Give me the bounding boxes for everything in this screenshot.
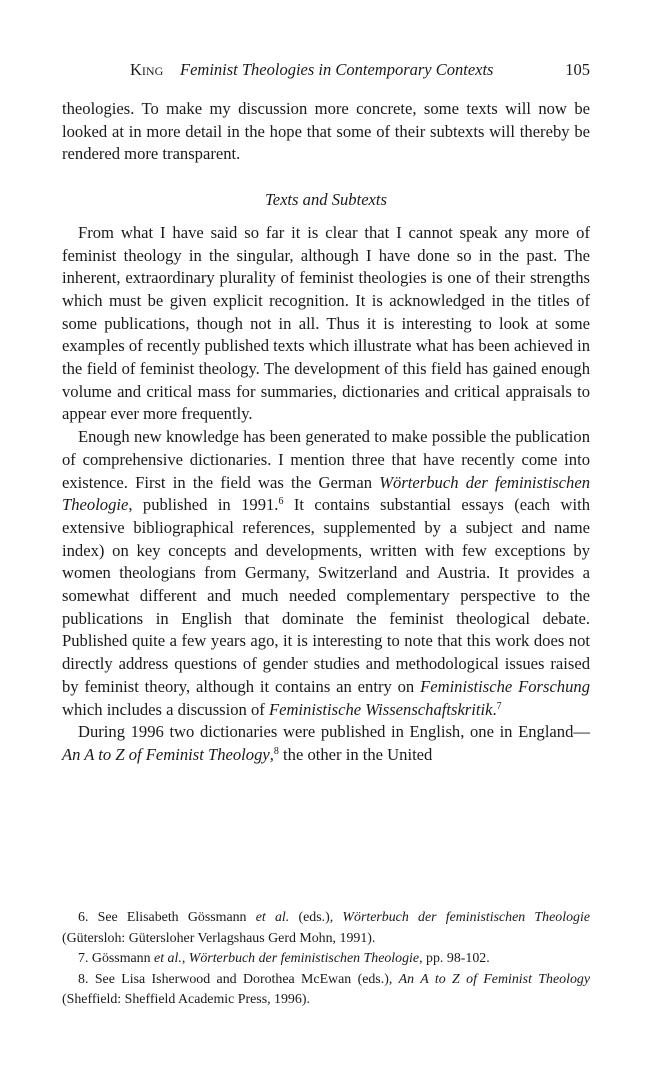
footnote-8-book-title: An A to Z of Feminist Theology bbox=[398, 971, 590, 987]
intro-paragraph: theologies. To make my discussion more concrete, some texts will now be looked at in more detail in the hope that some of their subtexts will thereby be rendered more transparent. bbox=[62, 99, 590, 164]
footnote-7-text-a: Gössmann bbox=[91, 951, 155, 967]
paragraph-2-text-a: Enough new knowledge has been generated to make possible the publication of comprehensive dictionaries. I mention three that have recently come into existence. First in the field was the German bbox=[62, 427, 590, 492]
paragraph-2-text-b: , published in 1991. bbox=[128, 495, 279, 515]
section-heading: Texts and Subtexts bbox=[265, 190, 387, 210]
paragraph-3-text-b: , bbox=[269, 744, 274, 764]
paragraph-3-text-c: the other in the United bbox=[278, 744, 433, 764]
footnote-6-number: 6. bbox=[78, 910, 89, 925]
entry-title-wissenschaftskritik: Feministische Wissenschaftskritik bbox=[268, 699, 493, 719]
footnote-ref-8: 8 bbox=[273, 745, 279, 757]
paragraph-1: From what I have said so far it is clear that I cannot speak any more of feminist theology in the singular, although I have done so in the past. The inherent, extraordinary plurality of feminist theologies is one of their strengths which must be given explicit recognition. It is acknowledged in the titles of some publications, though not in all. Thus it is interesting to look at some examples of recently published texts which illustrate what has been achieved in the field of feminist theology. The development of this field has gained enough volume and critical mass for summaries, dictionaries and critical appraisals to appear ever more frequently. bbox=[62, 222, 590, 424]
footnote-6-text-c: (Gütersloh: Gütersloher Verlagshaus Gerd Mohn, 1991). bbox=[62, 930, 376, 946]
body-text bbox=[62, 98, 590, 767]
footnote-8-text-a: See Lisa Isherwood and Dorothea McEwan (eds.), bbox=[94, 971, 399, 987]
footnote-6-text-a: See Elisabeth Gössmann bbox=[97, 910, 256, 925]
paragraph-2-text-e: . bbox=[492, 699, 497, 719]
footnote-8 bbox=[62, 970, 590, 1011]
footnote-6-text-b: (eds.), bbox=[289, 910, 343, 925]
paragraph-3 bbox=[62, 721, 590, 766]
footnote-ref-7: 7 bbox=[496, 700, 502, 712]
footnote-8-text-c: (Sheffield: Sheffield Academic Press, 1996). bbox=[62, 992, 310, 1008]
page-number: 105 bbox=[565, 60, 590, 79]
footnote-6-book-title: Wörterbuch der feministischen Theologie bbox=[342, 910, 590, 925]
footnote-6-et-al: et al. bbox=[255, 910, 290, 925]
footnote-8-number: 8. bbox=[78, 971, 89, 987]
footnote-7-number: 7. bbox=[78, 951, 89, 967]
running-header bbox=[62, 58, 590, 82]
paragraph-3-text-a: During 1996 two dictionaries were published in English, one in England— bbox=[78, 722, 590, 742]
running-header-author: King bbox=[130, 60, 164, 79]
paragraph-2-text-c: It contains substantial essays (each with extensive bibliographical references, supplemented by a subject and name index) on key concepts and developments, written with few exceptions by women theologians from Germany, Switzerland and Austria. It provides a somewhat different and much needed complementary perspective to the publications in English that dominate the feminist theological debate. Published quite a few years ago, it is interesting to note that this work does not directly address questions of gender studies and methodological issues raised by feminist theory, although it contains an entry on bbox=[62, 495, 590, 696]
footnote-7-book-title: Wörterbuch der feministischen Theologie bbox=[188, 951, 420, 967]
paragraph-2 bbox=[62, 426, 590, 721]
book-title-a-to-z: An A to Z of Feminist Theology bbox=[62, 744, 270, 764]
footnote-7-text-b: , bbox=[181, 951, 189, 967]
footnote-7 bbox=[62, 949, 590, 970]
footnote-ref-6: 6 bbox=[278, 496, 284, 508]
entry-title-forschung: Feministische Forschung bbox=[420, 676, 590, 696]
footnote-6 bbox=[62, 908, 590, 949]
footnotes bbox=[62, 908, 590, 1011]
paragraph-2-text-d: which includes a discussion of bbox=[62, 699, 269, 719]
book-title-woerterbuch: Wörterbuch der feministischen Theologie bbox=[62, 472, 590, 515]
running-header-title: Feminist Theologies in Contemporary Contexts bbox=[180, 60, 494, 79]
footnote-7-text-c: , pp. 98-102. bbox=[419, 951, 490, 967]
footnote-7-et-al: et al. bbox=[154, 951, 182, 967]
